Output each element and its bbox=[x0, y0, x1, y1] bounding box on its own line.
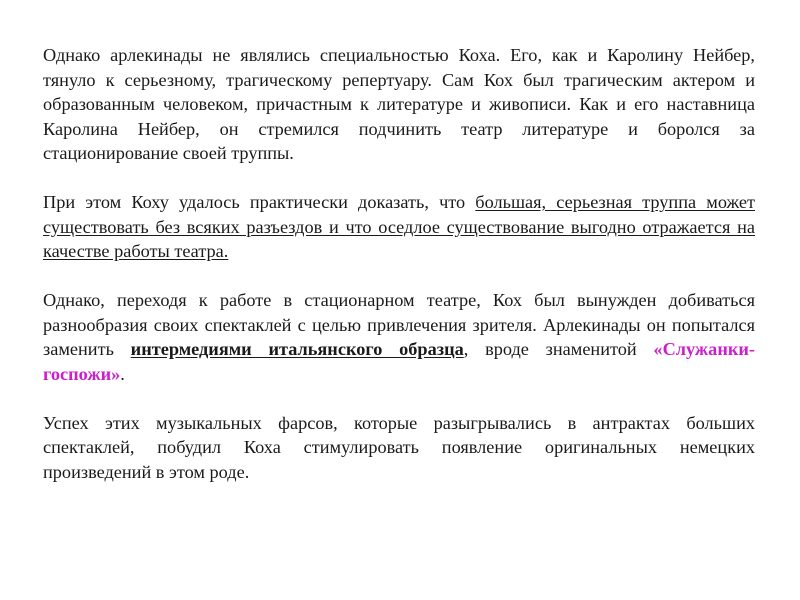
paragraph-3-end: . bbox=[120, 363, 125, 384]
paragraph-1 bbox=[43, 43, 755, 166]
paragraph-2 bbox=[43, 190, 755, 264]
paragraph-4 bbox=[43, 411, 755, 485]
paragraph-2-underlined-text: большая, серьезная труппа может существовать без всяких разъездов и что оседлое существование выгодно отражается на качестве работы театра. bbox=[43, 192, 755, 261]
paragraph-3-lead: Однако, переходя к работе в стационарном театре, Кох был вынужден добиваться разнообразия своих спектаклей с целью привлечения зрителя. Арлекинады он попытался заменить bbox=[43, 290, 755, 359]
highlighted-title: «Служанки-госпожи» bbox=[43, 339, 756, 384]
text-block bbox=[43, 43, 755, 509]
paragraph-3 bbox=[43, 288, 755, 386]
paragraph-3-middle: , вроде знаменитой bbox=[463, 339, 654, 359]
paragraph-3-bold-underlined-text: интермедиями итальянского образца bbox=[130, 339, 464, 359]
paragraph-2-lead: При этом Коху удалось практически доказать, что bbox=[43, 192, 476, 212]
paragraph-4-text: Успех этих музыкальных фарсов, которые разыгрывались в антрактах больших спектаклей, побудил Коха стимулировать появление оригинальных немецких произведений в этом роде. bbox=[43, 412, 755, 482]
paragraph-1-text: Однако арлекинады не являлись специальностью Коха. Его, как и Каролину Нейбер, тянуло к серьезному, трагическому репертуару. Сам Кох был трагическим актером и образованным человеком, причастным к литературе и живописи. Как и его наставница Каролина Нейбер, он стремился подчинить театр литературе и боролся за стационирование своей труппы. bbox=[43, 45, 755, 163]
